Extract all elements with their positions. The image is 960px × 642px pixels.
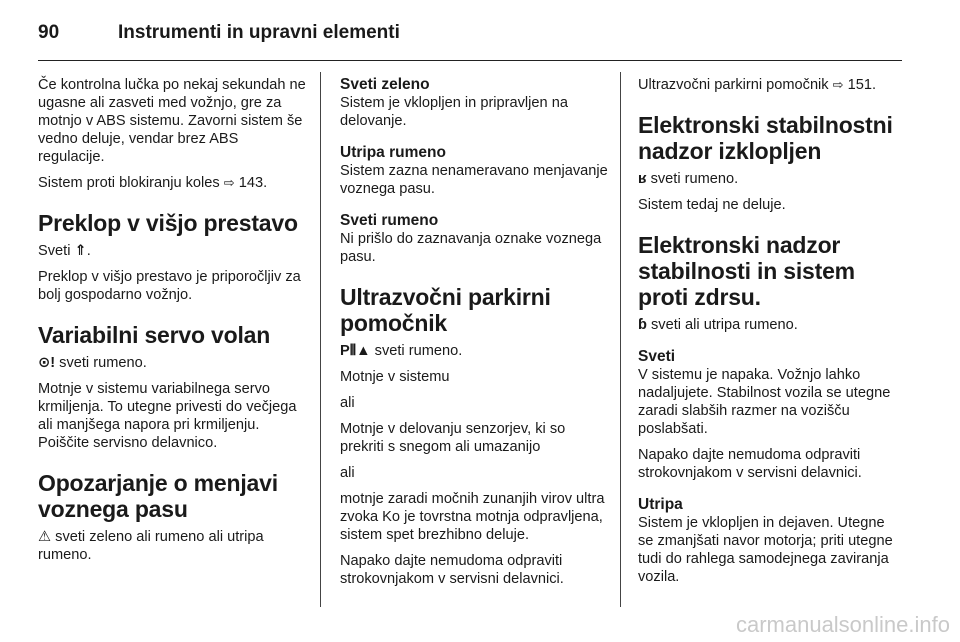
heading-lane-change: Opozarjanje o menjavi voznega pasu xyxy=(38,470,278,522)
heading-servo: Variabilni servo volan xyxy=(38,322,271,348)
yellow-paragraph: Ni prišlo do zaznavanja oznake voznega pasu. xyxy=(340,231,602,265)
column-2 xyxy=(340,76,610,596)
page-header xyxy=(38,18,902,48)
parking-motnje: Motnje v sistemu xyxy=(340,369,450,385)
abs-paragraph: Če kontrolna lučka po nekaj sekundah ne ugasne ali zasveti med vožnjo, gre za motnjo v ABS sistemu. Zavorni sistem še vedno deluje, vendar brez ABS regulacije. xyxy=(38,77,306,165)
sveti-paragraph-1: V sistemu je napaka. Vožnjo lahko nadaljujete. Stabilnost vozila se utegne zaradi slabših razmer na vozišču poslabšati. xyxy=(638,367,891,437)
column-1 xyxy=(38,76,308,572)
heading-esc: Elektronski nadzor stabilnosti in sistem proti zdrsu. xyxy=(638,232,855,310)
heading-esc-off: Elektronski stabilnostni nadzor izklopljen xyxy=(638,112,893,164)
heading-blink-yellow: Utripa rumeno xyxy=(340,144,446,161)
column-divider-1 xyxy=(320,72,321,607)
column-3 xyxy=(638,76,903,594)
parking-ali-1: ali xyxy=(340,395,355,411)
parking-napako: Napako dajte nemudoma odpraviti strokovnjakom v servisni delavnici. xyxy=(340,553,564,587)
heading-parking: Ultrazvočni parkirni pomočnik xyxy=(340,284,551,336)
parking-reference: Ultrazvočni parkirni pomočnik ⇨ 151. xyxy=(638,77,877,93)
utripa-paragraph: Sistem je vklopljen in dejaven. Utegne se zmanjšati navor motorja; priti utegne tudi do rahlega samodejnega zaviranja vozila. xyxy=(638,515,893,585)
heading-green: Sveti zeleno xyxy=(340,76,430,93)
lane-change-line: ⚠ sveti zeleno ali rumeno ali utripa rumeno. xyxy=(38,529,264,563)
parking-line: P⦀▲ sveti rumeno. xyxy=(340,343,463,359)
parking-zunanji: motnje zaradi močnih zunanjih virov ultra zvoka Ko je tovrstna motnja odpravljena, sistem spet brezhibno deluje. xyxy=(340,491,605,543)
esc-icon: ɓ xyxy=(638,317,647,333)
parking-sensor-icon: P⦀▲ xyxy=(340,343,371,359)
abs-reference: Sistem proti blokiranju koles ⇨ 143. xyxy=(38,175,268,191)
heading-upshift: Preklop v višjo prestavo xyxy=(38,210,298,236)
upshift-arrow-icon: ⇑ xyxy=(74,243,87,259)
upshift-line: Sveti ⇑. xyxy=(38,243,91,259)
heading-yellow: Sveti rumeno xyxy=(340,212,439,229)
green-paragraph: Sistem je vklopljen in pripravljen na delovanje. xyxy=(340,95,568,129)
upshift-paragraph: Preklop v višjo prestavo je priporočljiv za bolj gospodarno vožnjo. xyxy=(38,269,301,303)
parking-senzorji: Motnje v delovanju senzorjev, ki so prekriti s snegom ali umazanijo xyxy=(340,421,566,455)
column-divider-2 xyxy=(620,72,621,607)
reference-arrow-icon: ⇨ xyxy=(832,77,844,92)
watermark: carmanualsonline.info xyxy=(735,612,950,637)
page-number: 90 xyxy=(38,22,60,43)
reference-arrow-icon: ⇨ xyxy=(223,175,235,190)
steering-warning-icon: ⊙! xyxy=(38,355,56,371)
servo-line: ⊙! sveti rumeno. xyxy=(38,355,147,371)
esc-off-paragraph: Sistem tedaj ne deluje. xyxy=(638,197,786,213)
sveti-paragraph-2: Napako dajte nemudoma odpraviti strokovnjakom v servisni delavnici. xyxy=(638,447,862,481)
heading-sveti: Sveti xyxy=(638,348,676,365)
esc-line: ɓ sveti ali utripa rumeno. xyxy=(638,317,798,333)
page-title: Instrumenti in upravni elementi xyxy=(118,22,400,43)
heading-utripa: Utripa xyxy=(638,496,683,513)
servo-paragraph: Motnje v sistemu variabilnega servo krmiljenja. To utegne privesti do večjega ali manjšega napora pri krmiljenju. Poiščite servisno delavnico. xyxy=(38,381,297,451)
esc-off-icon: ʁ xyxy=(638,171,647,187)
lane-change-icon: ⚠ xyxy=(38,529,52,545)
esc-off-line: ʁ sveti rumeno. xyxy=(638,171,739,187)
parking-ali-2: ali xyxy=(340,465,355,481)
header-rule xyxy=(38,60,902,61)
blink-yellow-paragraph: Sistem zazna nenameravano menjavanje voznega pasu. xyxy=(340,163,608,197)
